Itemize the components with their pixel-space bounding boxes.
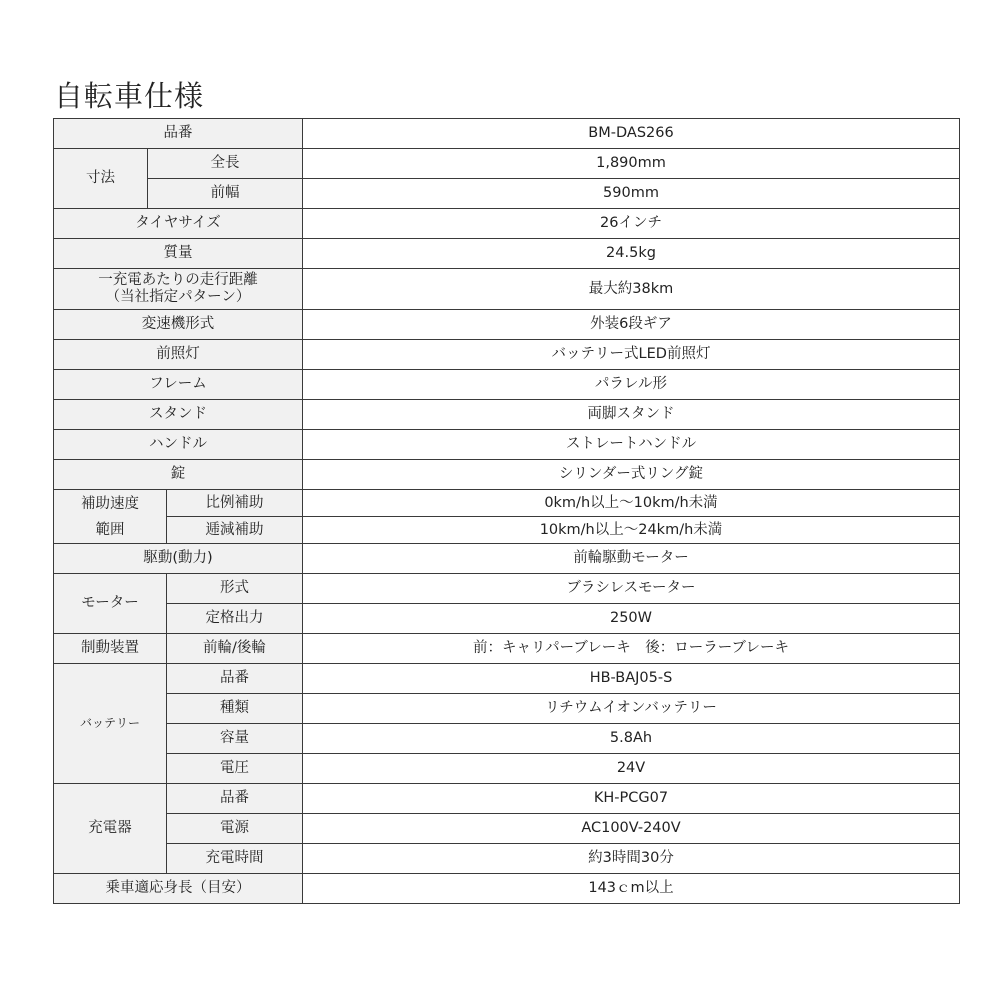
gear-value: 外装6段ギア bbox=[303, 310, 960, 340]
row-width bbox=[54, 179, 960, 209]
weight-value: 24.5kg bbox=[303, 239, 960, 269]
row-rider-height bbox=[54, 874, 960, 904]
light-label: 前照灯 bbox=[54, 340, 303, 370]
page-title: 自転車仕様 bbox=[54, 79, 205, 113]
assist-label-line-2: 範囲 bbox=[95, 521, 125, 538]
range-value: 最大約38km bbox=[303, 269, 960, 310]
row-assist-decay bbox=[54, 517, 960, 544]
model-value: BM-DAS266 bbox=[303, 119, 960, 149]
row-light bbox=[54, 340, 960, 370]
length-value: 1,890mm bbox=[303, 149, 960, 179]
row-charger-time bbox=[54, 844, 960, 874]
row-weight bbox=[54, 239, 960, 269]
tire-label: タイヤサイズ bbox=[54, 209, 303, 239]
row-motor-type bbox=[54, 574, 960, 604]
drive-value: 前輪駆動モーター bbox=[303, 544, 960, 574]
range-label-line-1: 一充電あたりの走行距離 bbox=[98, 272, 258, 288]
row-battery-model bbox=[54, 664, 960, 694]
gear-label: 変速機形式 bbox=[54, 310, 303, 340]
row-length bbox=[54, 149, 960, 179]
row-drive bbox=[54, 544, 960, 574]
lock-label: 錠 bbox=[54, 460, 303, 490]
battery-kind-value: リチウムイオンバッテリー bbox=[303, 694, 960, 724]
battery-capacity-label: 容量 bbox=[167, 724, 303, 754]
battery-model-value: HB-BAJ05-S bbox=[303, 664, 960, 694]
row-tire bbox=[54, 209, 960, 239]
width-value: 590mm bbox=[303, 179, 960, 209]
charger-model-label: 品番 bbox=[167, 784, 303, 814]
brake-label: 制動装置 bbox=[54, 634, 167, 664]
range-label-line-2: （当社指定パターン） bbox=[105, 289, 251, 305]
row-lock bbox=[54, 460, 960, 490]
decay-label: 逓減補助 bbox=[167, 517, 303, 544]
motor-power-label: 定格出力 bbox=[167, 604, 303, 634]
width-label: 前幅 bbox=[148, 179, 303, 209]
row-motor-power bbox=[54, 604, 960, 634]
motor-type-label: 形式 bbox=[167, 574, 303, 604]
assist-label bbox=[54, 490, 167, 544]
handle-value: ストレートハンドル bbox=[303, 430, 960, 460]
row-brake bbox=[54, 634, 960, 664]
motor-label: モーター bbox=[54, 574, 167, 634]
size-label: 寸法 bbox=[54, 149, 148, 209]
battery-label: バッテリー bbox=[54, 664, 167, 784]
assist-label-line-1: 補助速度 bbox=[81, 495, 139, 512]
spec-table bbox=[53, 118, 960, 904]
tire-value: 26インチ bbox=[303, 209, 960, 239]
decay-value: 10km/h以上～24km/h未満 bbox=[303, 517, 960, 544]
charger-power-value: AC100V-240V bbox=[303, 814, 960, 844]
row-battery-voltage bbox=[54, 754, 960, 784]
motor-power-value: 250W bbox=[303, 604, 960, 634]
charger-time-label: 充電時間 bbox=[167, 844, 303, 874]
row-assist-proportional bbox=[54, 490, 960, 517]
row-gear bbox=[54, 310, 960, 340]
frame-label: フレーム bbox=[54, 370, 303, 400]
charger-power-label: 電源 bbox=[167, 814, 303, 844]
brake-sub-label: 前輪/後輪 bbox=[167, 634, 303, 664]
drive-label: 駆動(動力) bbox=[54, 544, 303, 574]
battery-capacity-value: 5.8Ah bbox=[303, 724, 960, 754]
charger-time-value: 約3時間30分 bbox=[303, 844, 960, 874]
row-battery-capacity bbox=[54, 724, 960, 754]
row-frame bbox=[54, 370, 960, 400]
row-stand bbox=[54, 400, 960, 430]
model-label: 品番 bbox=[54, 119, 303, 149]
proportional-label: 比例補助 bbox=[167, 490, 303, 517]
battery-model-label: 品番 bbox=[167, 664, 303, 694]
proportional-value: 0km/h以上～10km/h未満 bbox=[303, 490, 960, 517]
handle-label: ハンドル bbox=[54, 430, 303, 460]
battery-voltage-value: 24V bbox=[303, 754, 960, 784]
light-value: バッテリー式LED前照灯 bbox=[303, 340, 960, 370]
row-range bbox=[54, 269, 960, 310]
battery-voltage-label: 電圧 bbox=[167, 754, 303, 784]
stand-label: スタンド bbox=[54, 400, 303, 430]
charger-model-value: KH-PCG07 bbox=[303, 784, 960, 814]
row-handle bbox=[54, 430, 960, 460]
stand-value: 両脚スタンド bbox=[303, 400, 960, 430]
frame-value: パラレル形 bbox=[303, 370, 960, 400]
motor-type-value: ブラシレスモーター bbox=[303, 574, 960, 604]
row-model bbox=[54, 119, 960, 149]
brake-value: 前：キャリパーブレーキ 後：ローラーブレーキ bbox=[303, 634, 960, 664]
length-label: 全長 bbox=[148, 149, 303, 179]
rider-height-value: 143ｃm以上 bbox=[303, 874, 960, 904]
row-charger-model bbox=[54, 784, 960, 814]
row-battery-kind bbox=[54, 694, 960, 724]
row-charger-power bbox=[54, 814, 960, 844]
charger-label: 充電器 bbox=[54, 784, 167, 874]
range-label bbox=[54, 269, 303, 310]
weight-label: 質量 bbox=[54, 239, 303, 269]
lock-value: シリンダー式リング錠 bbox=[303, 460, 960, 490]
rider-height-label: 乗車適応身長（目安） bbox=[54, 874, 303, 904]
battery-kind-label: 種類 bbox=[167, 694, 303, 724]
